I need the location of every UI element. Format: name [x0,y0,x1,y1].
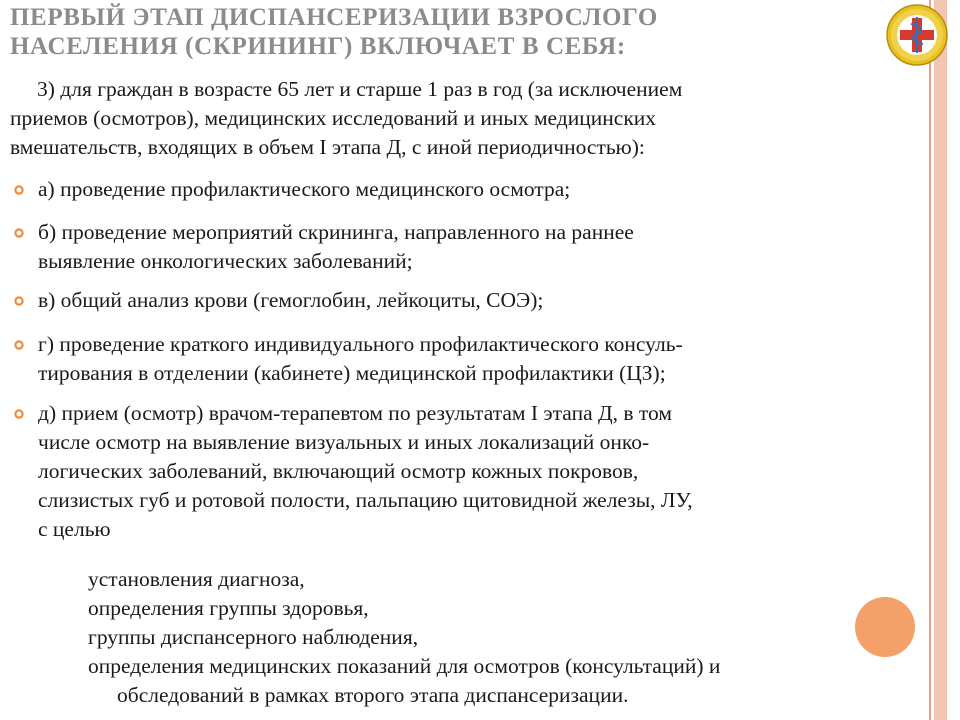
ring-bullet-icon [14,296,24,306]
list-item-e-line-5: с целью [38,517,111,541]
purpose-line-5: обследований в рамках второго этапа диспансеризации. [117,683,629,707]
title-line-2: НАСЕЛЕНИЯ (СКРИНИНГ) ВКЛЮЧАЕТ В СЕБЯ: [10,33,626,60]
list-item-e-line-2: числе осмотр на выявление визуальных и иных локализаций онко- [38,430,650,454]
purpose-line-2: определения группы здоровья, [88,596,369,620]
list-item-b-line-1: б) проведение мероприятий скрининга, направленного на раннее [38,220,634,244]
list-item-c: в) общий анализ крови (гемоглобин, лейкоциты, СОЭ); [38,288,544,312]
title-line-1: ПЕРВЫЙ ЭТАП ДИСПАНСЕРИЗАЦИИ ВЗРОСЛОГО [10,4,658,31]
purpose-line-3: группы диспансерного наблюдения, [88,625,419,649]
ring-bullet-icon [14,228,24,238]
list-item-e-line-4: слизистых губ и ротовой полости, пальпацию щитовидной железы, ЛУ, [38,488,693,512]
list-item-d-line-2: тирования в отделении (кабинете) медицинской профилактики (ЦЗ); [38,361,666,385]
ring-bullet-icon [14,340,24,350]
list-item-b-line-2: выявление онкологических заболеваний; [38,249,413,273]
purpose-line-4: определения медицинских показаний для осмотров (консультаций) и [88,654,721,678]
ring-bullet-icon [14,185,24,195]
intro-line-1: 3) для граждан в возрасте 65 лет и старше 1 раз в год (за исключением [37,77,683,101]
intro-line-2: приемов (осмотров), медицинских исследований и иных медицинских [10,106,657,130]
decorative-circle [855,597,915,657]
list-item-a: а) проведение профилактического медицинского осмотра; [38,177,571,201]
purpose-line-1: установления диагноза, [88,567,305,591]
ring-bullet-icon [14,409,24,419]
list-item-e-line-1: д) прием (осмотр) врачом-терапевтом по результатам I этапа Д, в том [38,401,672,425]
list-item-d-line-1: г) проведение краткого индивидуального профилактического консуль- [38,332,683,356]
intro-line-3: вмешательств, входящих в объем I этапа Д, с иной периодичностью): [10,135,645,159]
list-item-e-line-3: логических заболеваний, включающий осмотр кожных покровов, [38,459,639,483]
